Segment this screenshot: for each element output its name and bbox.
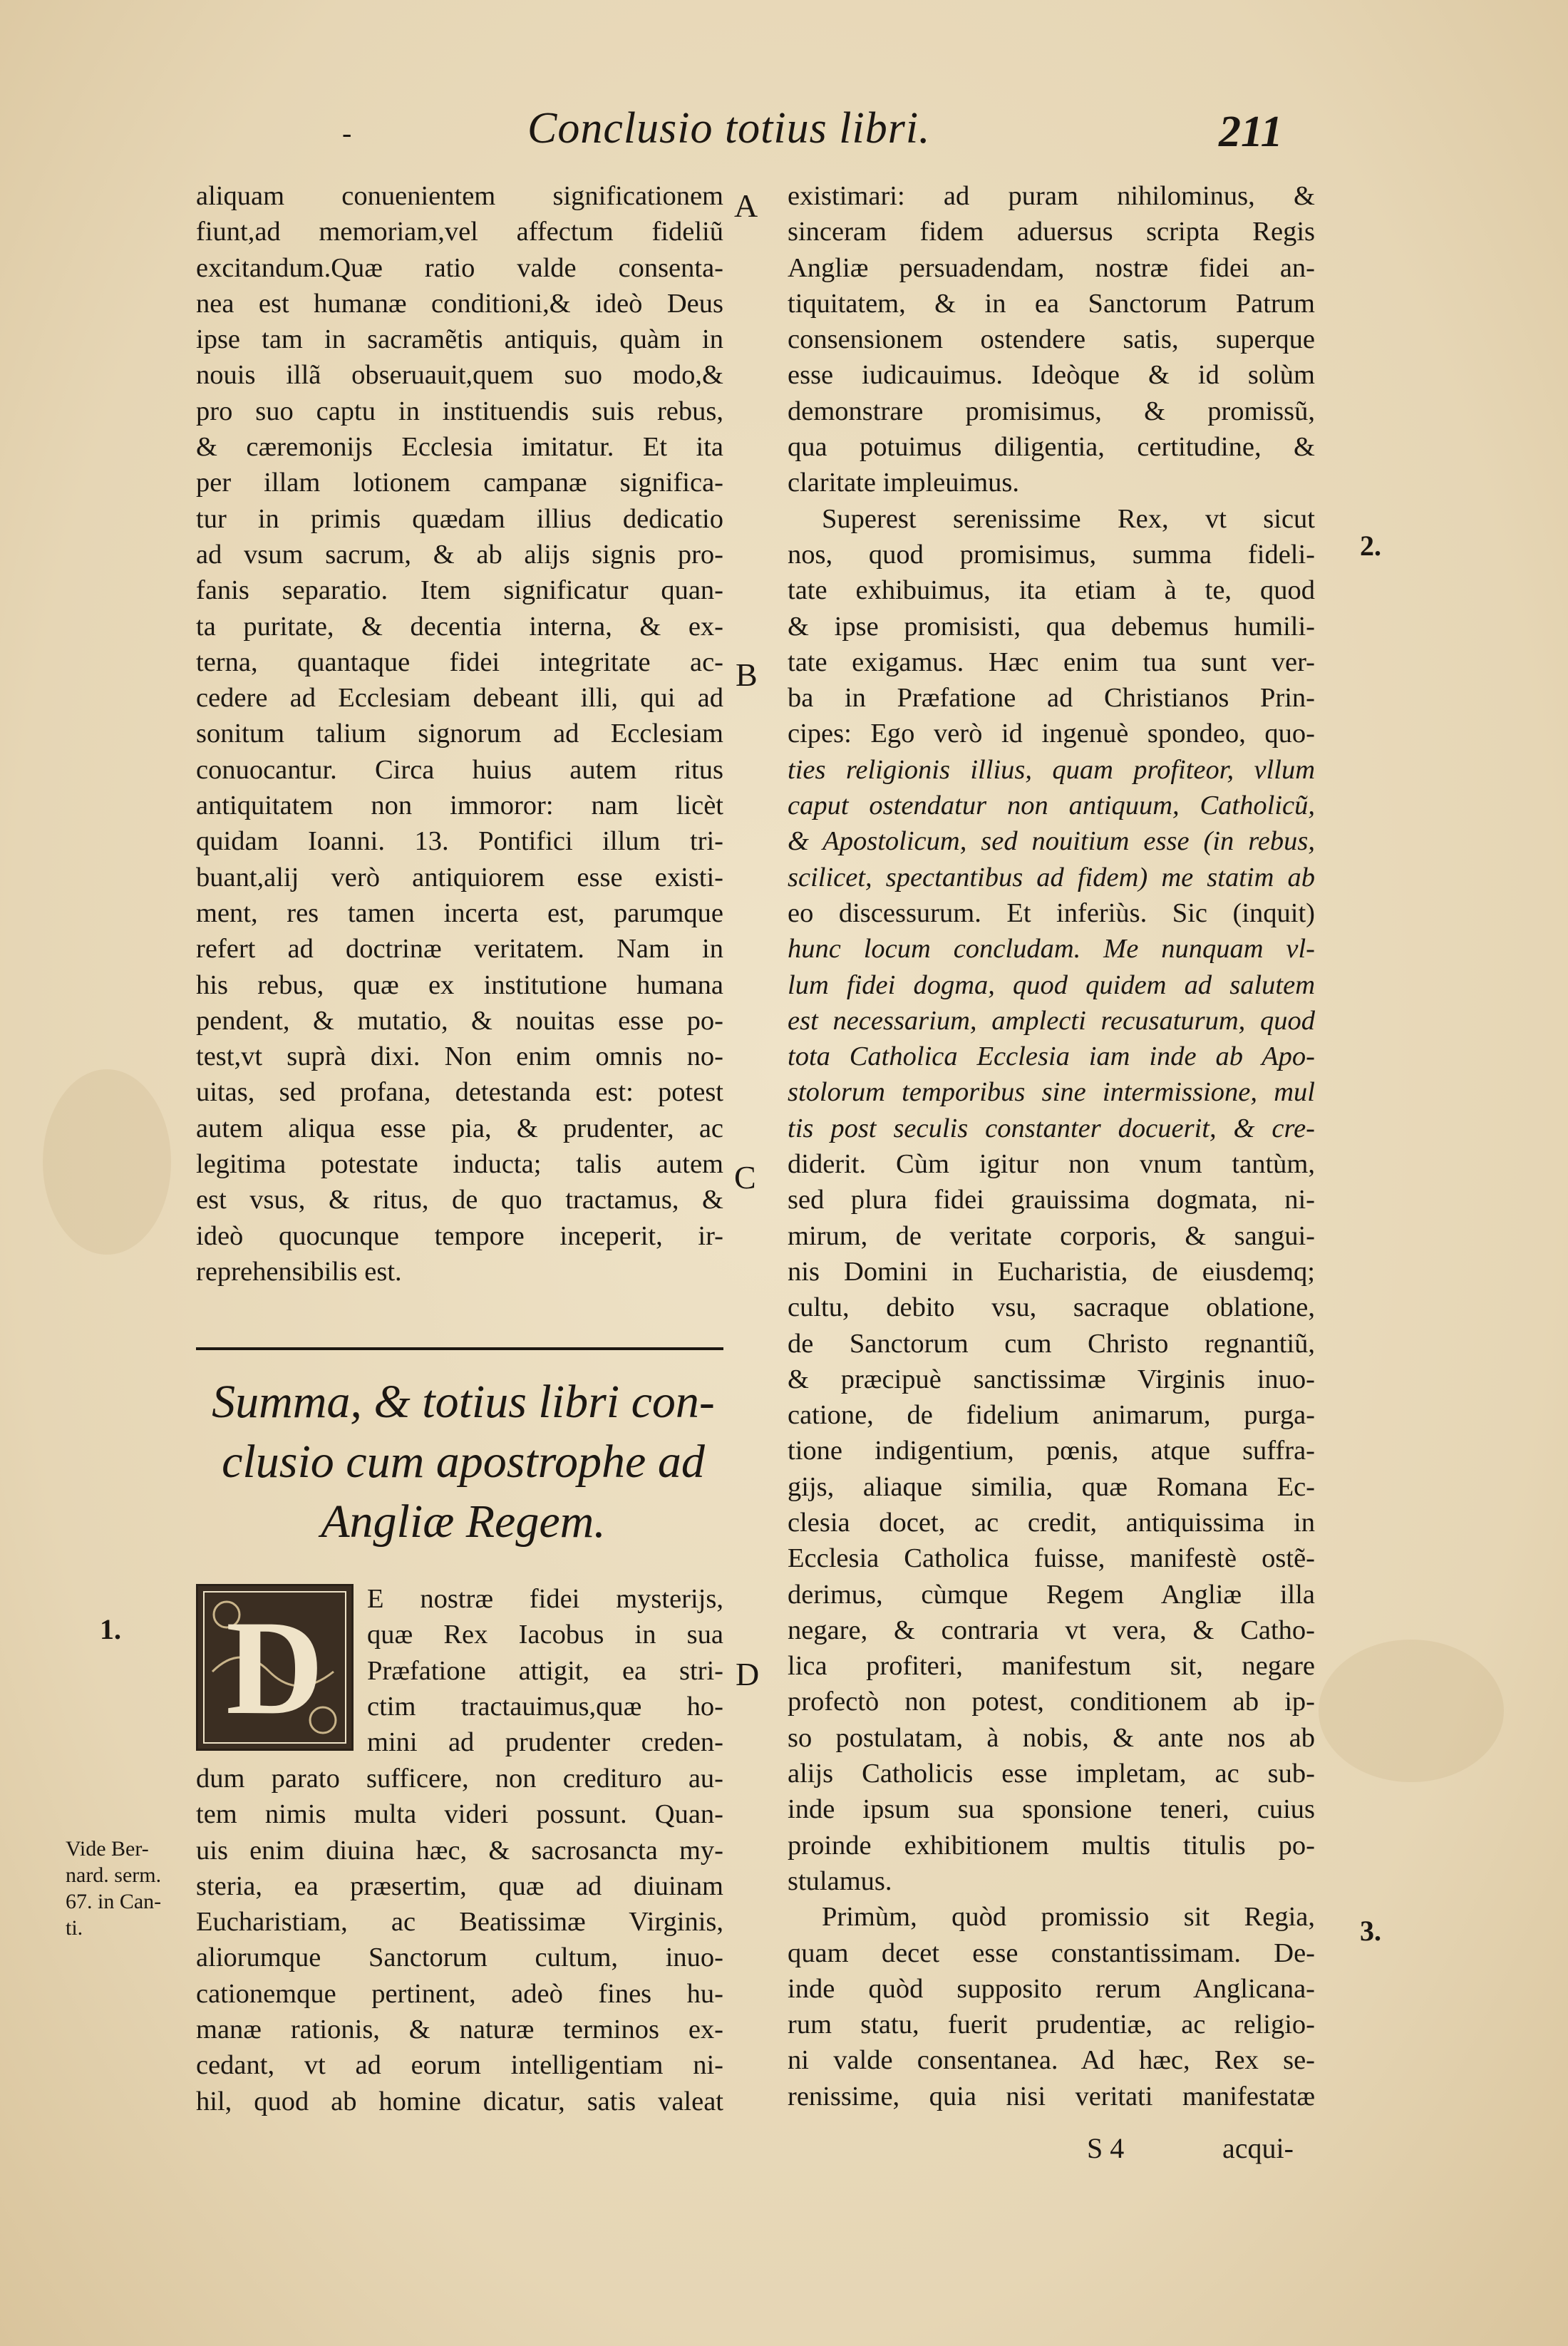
text-line: terna, quantaque fidei integritate ac- (196, 647, 723, 677)
text-line: aliorumque Sanctorum cultum, inuo- (196, 1943, 723, 1973)
section-letter-a: A (734, 187, 758, 224)
running-head-dash: - (342, 117, 353, 149)
text-line: ad vsum sacrum, & ab alijs signis pro- (196, 539, 723, 570)
text-line: hil, quod ab homine dicatur, satis valeat (196, 2086, 723, 2116)
text-line: demonstrare promisimus, & promissũ, (788, 396, 1315, 426)
text-line: stulamus. (788, 1866, 892, 1896)
text-line: refert ad doctrinæ veritatem. Nam in (196, 934, 723, 964)
text-line: & ipse promisisti, qua debemus humili- (788, 611, 1315, 642)
text-line: & Apostolicum, sed nouitium esse (in rebus, (788, 826, 1315, 857)
text-line: cultu, debito vsu, sacraque oblatione, (788, 1292, 1315, 1323)
text-line: lica profiteri, manifestum sit, negare (788, 1651, 1315, 1682)
text-line: manæ rationis, & naturæ terminos ex- (196, 2015, 723, 2045)
text-line: Superest serenissime Rex, vt sicut (822, 503, 1315, 534)
text-line: inde quòd supposito rerum Anglicana- (788, 1973, 1315, 2004)
text-line: profectò non potest, conditionem ab ip- (788, 1687, 1315, 1717)
initial-text (367, 1581, 723, 1760)
text-line: nis Domini in Eucharistia, de eiusdemq; (788, 1256, 1315, 1287)
text-line: hunc locum concludam. Me nunquam vl- (788, 934, 1315, 964)
text-line: steria, ea præsertim, quæ ad diuinam (196, 1871, 723, 1901)
text-line: nos, quod promisimus, summa fideli- (788, 539, 1315, 570)
text-line: ties religionis illius, quam profiteor, vllum (788, 754, 1315, 785)
text-line: Ecclesia Catholica fuisse, manifestè ostẽ- (788, 1543, 1315, 1574)
text-line: ctim tractauimus,quæ ho- (367, 1691, 723, 1722)
text-line: reprehensibilis est. (196, 1256, 402, 1287)
text-line: & præcipuè sanctissimæ Virginis inuo- (788, 1364, 1315, 1394)
text-line: tem nimis multa videri possunt. Quan- (196, 1799, 723, 1830)
text-line: tate exhibuimus, ita etiam à te, quod (788, 575, 1315, 606)
section-letter-d: D (736, 1656, 760, 1692)
text-line: quam decet esse constantissimam. De- (788, 1938, 1315, 1968)
text-line: qua potuimus diligentia, certitudine, & (788, 432, 1315, 463)
text-line: diderit. Cùm igitur non vnum tantùm, (788, 1149, 1315, 1180)
text-line: inde ipsum sua sponsione teneri, cuius (788, 1794, 1315, 1825)
text-line: quidam Ioanni. 13. Pontifici illum tri- (196, 826, 723, 857)
text-line: quæ Rex Iacobus in sua (367, 1620, 723, 1650)
text-line: claritate impleuimus. (788, 468, 1020, 498)
text-line: eo discessurum. Et inferiùs. Sic (inquit) (788, 897, 1315, 928)
text-line: dum parato sufficere, non credituro au- (196, 1764, 723, 1794)
text-line: renissime, quia nisi veritati manifestatæ (788, 2081, 1315, 2111)
text-line: tione indigentium, pœnis, atque suffra- (788, 1436, 1315, 1466)
text-line: aliquam conuenientem significationem (196, 181, 723, 211)
text-line: cedere ad Ecclesiam debeant illi, qui ad (196, 683, 723, 714)
text-line: test,vt suprà dixi. Non enim omnis no- (196, 1041, 723, 1072)
margin-note (66, 1836, 194, 1941)
text-line: Eucharistiam, ac Beatissimæ Virginis, (196, 1907, 723, 1938)
text-line: tur in primis quædam illius dedicatio (196, 503, 723, 534)
margin-number-2: 2. (1360, 530, 1381, 562)
text-line: negare, & contraria vt vera, & Catho- (788, 1615, 1315, 1645)
section-rule (196, 1347, 723, 1350)
text-line: pendent, & mutatio, & nouitas esse po- (196, 1005, 723, 1036)
text-line: cipes: Ego verò id ingenuè spondeo, quo- (788, 719, 1315, 749)
decorated-initial (196, 1584, 354, 1751)
margin-note-line: nard. serm. (66, 1863, 162, 1887)
section-title-line: clusio cum apostrophe ad (222, 1436, 705, 1488)
text-line: uis enim diuina hæc, & sacrosancta my- (196, 1835, 723, 1866)
text-line: Præfatione attigit, ea stri- (367, 1655, 723, 1686)
text-line: ta puritate, & decentia interna, & ex- (196, 611, 723, 642)
section-title-line: Summa, & totius libri con- (212, 1376, 715, 1428)
text-line: conuocantur. Circa huius autem ritus (196, 754, 723, 785)
text-line: derimus, cùmque Regem Angliæ illa (788, 1579, 1315, 1610)
text-line: buant,alij verò antiquiorem esse existi- (196, 862, 723, 892)
text-line: lum fidei dogma, quod quidem ad salutem (788, 969, 1315, 1000)
page-number: 211 (1219, 108, 1283, 156)
text-line: tis post seculis constanter docuerit, & cre- (788, 1113, 1315, 1143)
left-column-continued (196, 1761, 723, 2119)
text-line: est vsus, & ritus, de quo tractamus, & (196, 1185, 723, 1215)
text-line: scilicet, spectantibus ad fidem) me statim ab (788, 862, 1315, 892)
text-line: mirum, de veritate corporis, & sangui- (788, 1220, 1315, 1251)
text-line: proinde exhibitionem multis titulis po- (788, 1830, 1315, 1861)
text-line: Primùm, quòd promissio sit Regia, (822, 1902, 1315, 1933)
text-line: tate exigamus. Hæc enim tua sunt ver- (788, 647, 1315, 677)
text-line: ipse tam in sacramẽtis antiquis, quàm in (196, 324, 723, 355)
catchword: acqui- (1222, 2132, 1294, 2164)
left-column (196, 178, 723, 1290)
signature-mark: S 4 (1087, 2132, 1125, 2164)
text-line: autem aliqua esse pia, & prudenter, ac (196, 1113, 723, 1143)
text-line: sed plura fidei grauissima dogmata, ni- (788, 1185, 1315, 1215)
text-line: caput ostendatur non antiquum, Catholicũ, (788, 791, 1315, 821)
margin-note-line: 67. in Can- (66, 1890, 162, 1913)
text-line: nouis illã obseruauit,quem suo modo,& (196, 360, 723, 391)
text-line: so postulatam, à nobis, & ante nos ab (788, 1722, 1315, 1753)
text-line: ment, res tamen incerta est, parumque (196, 897, 723, 928)
section-letter-c: C (734, 1159, 756, 1195)
text-line: excitandum.Quæ ratio valde consenta- (196, 252, 723, 283)
text-line: Angliæ persuadendam, nostræ fidei an- (788, 252, 1315, 283)
text-line: esse iudicauimus. Ideòque & id solùm (788, 360, 1315, 391)
text-line: ideò quocunque tempore inceperit, ir- (196, 1220, 723, 1251)
text-line: pro suo captu in instituendis suis rebus, (196, 396, 723, 426)
margin-note-line: Vide Ber- (66, 1837, 149, 1861)
text-line: de Sanctorum cum Christo regnantiũ, (788, 1328, 1315, 1359)
running-head (342, 103, 1311, 168)
text-line: legitima potestate inducta; talis autem (196, 1149, 723, 1180)
text-line: ni valde consentanea. Ad hæc, Rex se- (788, 2045, 1315, 2076)
text-line: per illam lotionem campanæ significa- (196, 468, 723, 498)
text-line: cationemque pertinent, adeò fines hu- (196, 1978, 723, 2009)
section-letter-b: B (736, 657, 758, 693)
text-line: fiunt,ad memoriam,vel affectum fideliũ (196, 217, 723, 247)
text-line: his rebus, quæ ex institutione humana (196, 969, 723, 1000)
text-line: tota Catholica Ecclesia iam inde ab Apo- (788, 1041, 1315, 1072)
margin-number-1: 1. (100, 1613, 121, 1645)
text-line: ba in Præfatione ad Christianos Prin- (788, 683, 1315, 714)
text-line: & cæremonijs Ecclesia imitatur. Et ita (196, 432, 723, 463)
section-title-line: Angliæ Regem. (321, 1496, 606, 1548)
text-line: uitas, sed profana, detestanda est: potest (196, 1077, 723, 1108)
text-line: gijs, aliaque similia, quæ Romana Ec- (788, 1471, 1315, 1502)
text-line: antiquitatem non immoror: nam licèt (196, 791, 723, 821)
section-title (192, 1372, 734, 1552)
text-line: stolorum temporibus sine intermissione, mul (788, 1077, 1315, 1108)
running-title: Conclusio totius libri. (527, 104, 931, 153)
text-line: cedant, vt ad eorum intelligentiam ni- (196, 2050, 723, 2081)
text-line: catione, de fidelium animarum, purga- (788, 1400, 1315, 1431)
text-line: nea est humanæ conditioni,& ideò Deus (196, 288, 723, 319)
initial-letter: D (225, 1593, 324, 1743)
text-line: alijs Catholicis esse impletam, ac sub- (788, 1759, 1315, 1789)
text-line: E nostræ fidei mysterijs, (367, 1584, 723, 1614)
text-line: mini ad prudenter creden- (367, 1727, 723, 1758)
margin-note-line: ti. (66, 1916, 83, 1940)
text-line: consensionem ostendere satis, superque (788, 324, 1315, 355)
margin-number-3: 3. (1360, 1915, 1381, 1947)
text-line: sonitum talium signorum ad Ecclesiam (196, 719, 723, 749)
text-line: tiquitatem, & in ea Sanctorum Patrum (788, 288, 1315, 319)
paper-stain (1319, 1640, 1504, 1782)
right-column (788, 178, 1315, 2114)
text-line: sinceram fidem aduersus scripta Regis (788, 217, 1315, 247)
text-line: existimari: ad puram nihilominus, & (788, 181, 1315, 211)
text-line: fanis separatio. Item significatur quan- (196, 575, 723, 606)
text-line: est necessarium, amplecti recusaturum, quod (788, 1005, 1315, 1036)
paper-stain (43, 1069, 171, 1255)
text-line: rum statu, fuerit prudentiæ, ac religio- (788, 2010, 1315, 2040)
text-line: clesia docet, ac credit, antiquissima in (788, 1507, 1315, 1538)
